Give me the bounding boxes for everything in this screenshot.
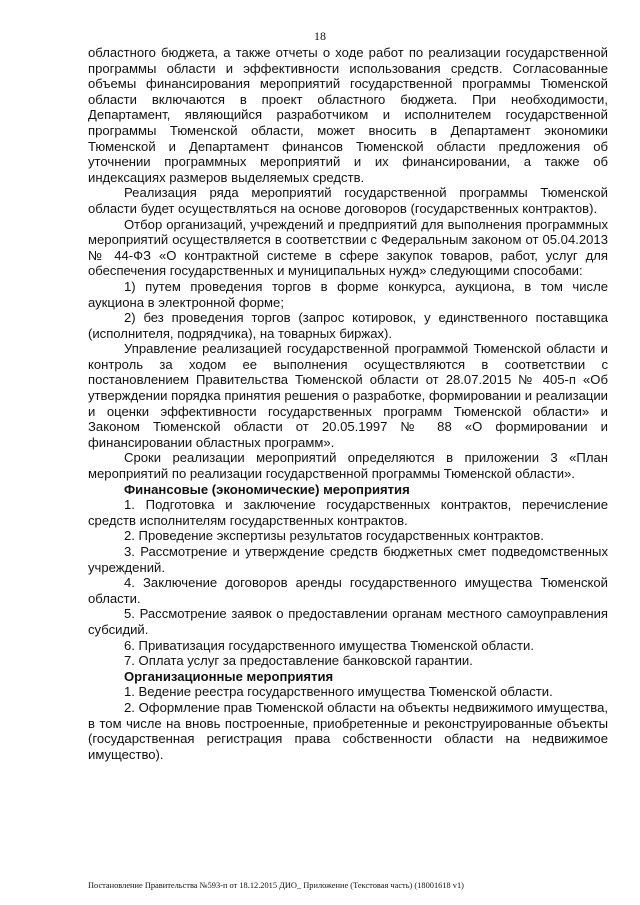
financial-item-5: 5. Рассмотрение заявок о предоставлении органам местного самоуправления субсидий.	[88, 606, 608, 637]
heading-organizational-measures: Организационные мероприятия	[124, 668, 334, 684]
page-number: 18	[314, 29, 326, 43]
financial-item-7: 7. Оплата услуг за предоставление банковской гарантии.	[124, 653, 473, 669]
financial-item-1: 1. Подготовка и заключение государственных контрактов, перечисление средств исполнителям государственных контрактов.	[88, 497, 608, 528]
financial-item-4: 4. Заключение договоров аренды государственного имущества Тюменской области.	[88, 575, 608, 606]
organizational-item-2: 2. Оформление прав Тюменской области на объекты недвижимого имущества, в том числе на вновь построенные, приобретенные и реконструированные объекты (государственная регистрация права собственности области на недвижимое имущество).	[88, 699, 608, 762]
financial-item-2: 2. Проведение экспертизы результатов государственных контрактов.	[124, 528, 544, 544]
financial-item-6: 6. Приватизация государственного имущества Тюменской области.	[124, 637, 534, 653]
list-item-no-tenders: 2) без проведения торгов (запрос котировок, у единственного поставщика (исполнителя, подрядчика), на товарных биржах).	[88, 310, 608, 341]
paragraph-contracts: Реализация ряда мероприятий государственной программы Тюменской области будет осуществляться на основе договоров (государственных контрактов).	[88, 185, 608, 216]
paragraph-selection: Отбор организаций, учреждений и предприятий для выполнения программных мероприятий осуществляется в соответствии с Федеральным законом от 05.04.2013 № 44-ФЗ «О контрактной системе в сфере закупок товаров, работ, услуг для обеспечения государственных и муниципальных нужд» следующими способами:	[88, 216, 608, 279]
paragraph-deadlines: Сроки реализации мероприятий определяются в приложении 3 «План мероприятий по реализации государственной программы Тюменской области».	[88, 450, 608, 482]
paragraph-management: Управление реализацией государственной программой Тюменской области и контроль за ходом ее выполнения осуществляются в соответствии с постановлением Правительства Тюменской области от 28.07.2015 № 405-п «Об утверждении порядка принятия решения о разработке, формировании и реализации и оценки эффективности государственных программ Тюменской области» и Законом Тюменской области от 20.05.1997 № 88 «О формировании и финансировании областных программ».	[88, 341, 608, 450]
document-body	[88, 45, 608, 762]
paragraph-budget-reports: областного бюджета, а также отчеты о ходе работ по реализации государственной программы области и эффективности использования средств. Согласованные объемы финансирования мероприятий государственной программы Тюменской области включаются в проект областного бюджета. При необходимости, Департамент, являющийся разработчиком и исполнителем государственной программы Тюменской области, может вносить в Департамент экономики Тюменской и Департамент финансов Тюменской области предложения об уточнении программных мероприятий и их финансировании, а также об индексациях размеров выделяемых средств.	[88, 45, 608, 185]
list-item-tenders: 1) путем проведения торгов в форме конкурса, аукциона, в том числе аукциона в электронной форме;	[88, 278, 608, 310]
document-footer: Постановление Правительства №593-п от 18.12.2015 ДИО_ Приложение (Текстовая часть) (18001618 v1)	[88, 881, 464, 890]
financial-item-3: 3. Рассмотрение и утверждение средств бюджетных смет подведомственных учреждений.	[88, 544, 608, 575]
heading-financial-measures: Финансовые (экономические) мероприятия	[124, 481, 410, 497]
organizational-item-1: 1. Ведение реестра государственного имущества Тюменской области.	[124, 684, 553, 700]
